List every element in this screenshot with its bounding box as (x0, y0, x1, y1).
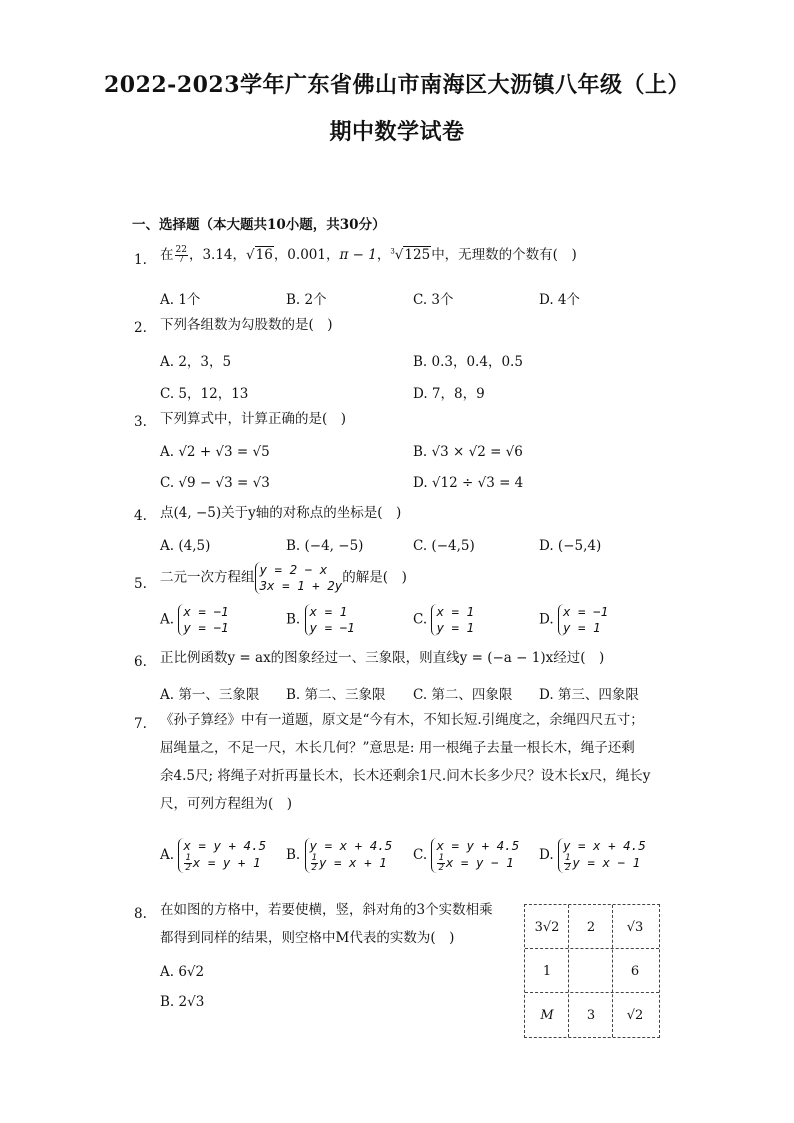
magic-square-grid (524, 904, 660, 1038)
q4-option-b: B. (−4, −5) (286, 538, 364, 554)
q1-option-d: D. 4个 (539, 292, 581, 308)
q4-option-a: A. (4,5) (160, 538, 211, 554)
q2-option-c: C. 5，12，13 (160, 386, 249, 402)
grid-cell: √2 (626, 1007, 644, 1023)
q2-option-d: D. 7，8，9 (413, 386, 485, 402)
q8-stem: 在如图的方格中，若要使横，竖，斜对角的3个实数相乘 都得到同样的结果，则空格中M代表的实数为( ) (160, 902, 493, 946)
paper-title-line2: 期中数学试卷 (329, 119, 465, 145)
q6-stem: 正比例函数y = ax的图象经过一、三象限，则直线y = (−a − 1)x经过( ) (160, 650, 605, 666)
q7-option-b: B. y = x + 4.5 $\frac{1}{2}$ y = x + 1 (286, 838, 393, 873)
q8-option-a: A. 6√2 (160, 964, 205, 980)
q8-number: 8. (134, 906, 147, 922)
q5-option-d: D. x = −1 y = 1 (539, 604, 609, 635)
q3-option-b: B. √3 × √2 = √6 (413, 444, 523, 460)
q3-option-d: D. √12 ÷ √3 = 4 (413, 475, 524, 491)
q6-option-b: B. 第二、三象限 (286, 687, 386, 703)
q6-number: 6. (134, 654, 147, 670)
grid-cell-m: M (540, 1007, 554, 1023)
q1-option-b: B. 2个 (286, 292, 327, 308)
grid-cell-empty (569, 949, 613, 993)
q5-option-c: C. x = 1 y = 1 (413, 604, 475, 635)
q4-stem: 点(4, −5)关于y轴的对称点的坐标是( ) (160, 505, 402, 521)
q1-option-c: C. 3个 (413, 292, 454, 308)
q5-option-a: A. x = −1 y = −1 (160, 604, 229, 635)
q7-number: 7. (134, 716, 147, 732)
q3-number: 3. (134, 414, 147, 430)
q6-option-d: D. 第三、四象限 (539, 687, 639, 703)
q8-option-b: B. 2√3 (160, 994, 205, 1010)
q3-option-c: C. √9 − √3 = √3 (160, 475, 270, 491)
paper-title-line1: 2022-2023学年广东省佛山市南海区大沥镇八年级（上） (103, 72, 691, 98)
q1-number: 1. (134, 252, 147, 268)
q3-stem: 下列算式中，计算正确的是( ) (160, 411, 347, 427)
q1-stem: 在 $\frac{22}{7}$ ，3.14，√16，0.001，π − 1，$^3$√125中，无理数的个数有( ) (160, 245, 577, 265)
q4-option-c: C. (−4,5) (413, 538, 475, 554)
q2-option-a: A. 2，3，5 (160, 354, 232, 370)
q2-stem: 下列各组数为勾股数的是( ) (160, 317, 333, 333)
grid-cell: 6 (630, 963, 640, 979)
q4-option-d: D. (−5,4) (539, 538, 602, 554)
q2-option-b: B. 0.3，0.4，0.5 (413, 354, 523, 370)
q7-option-c: C. x = y + 4.5 $\frac{1}{2}$ x = y − 1 (413, 838, 520, 873)
q5-stem: 二元一次方程组 y = 2 − x 3x = 1 + 2y的解是( ) (160, 562, 407, 593)
q7-stem: 《孙子算经》中有一道题，原文是“今有木，不知长短.引绳度之，余绳四尺五寸； 屈绳量之，不足一尺，木长几何？”意思是: 用一根绳子去量一根长木，绳子还剩 余4.5尺; 将绳子对折再量长木，长木还剩余1尺.问木长多少尺？设木长x尺，绳长y 尺，可列方程组为( ) (160, 712, 651, 812)
q5-number: 5. (134, 576, 147, 592)
grid-cell: √3 (626, 919, 644, 935)
q5-option-b: B. x = 1 y = −1 (286, 604, 355, 635)
section-heading: 一、选择题（本大题共10小题，共30分） (132, 217, 386, 233)
q6-option-c: C. 第二、四象限 (413, 687, 513, 703)
grid-cell: 3 (586, 1007, 596, 1023)
q1-option-a: A. 1个 (160, 292, 201, 308)
q3-option-a: A. √2 + √3 = √5 (160, 444, 270, 460)
grid-cell: 2 (586, 919, 596, 935)
q7-option-a: A. x = y + 4.5 $\frac{1}{2}$ x = y + 1 (160, 838, 267, 873)
grid-cell: 3√2 (534, 919, 560, 935)
grid-cell: 1 (542, 963, 552, 979)
q6-option-a: A. 第一、三象限 (160, 687, 260, 703)
q4-number: 4. (134, 508, 147, 524)
q2-number: 2. (134, 320, 147, 336)
q7-option-d: D. y = x + 4.5 $\frac{1}{2}$ y = x − 1 (539, 838, 646, 873)
